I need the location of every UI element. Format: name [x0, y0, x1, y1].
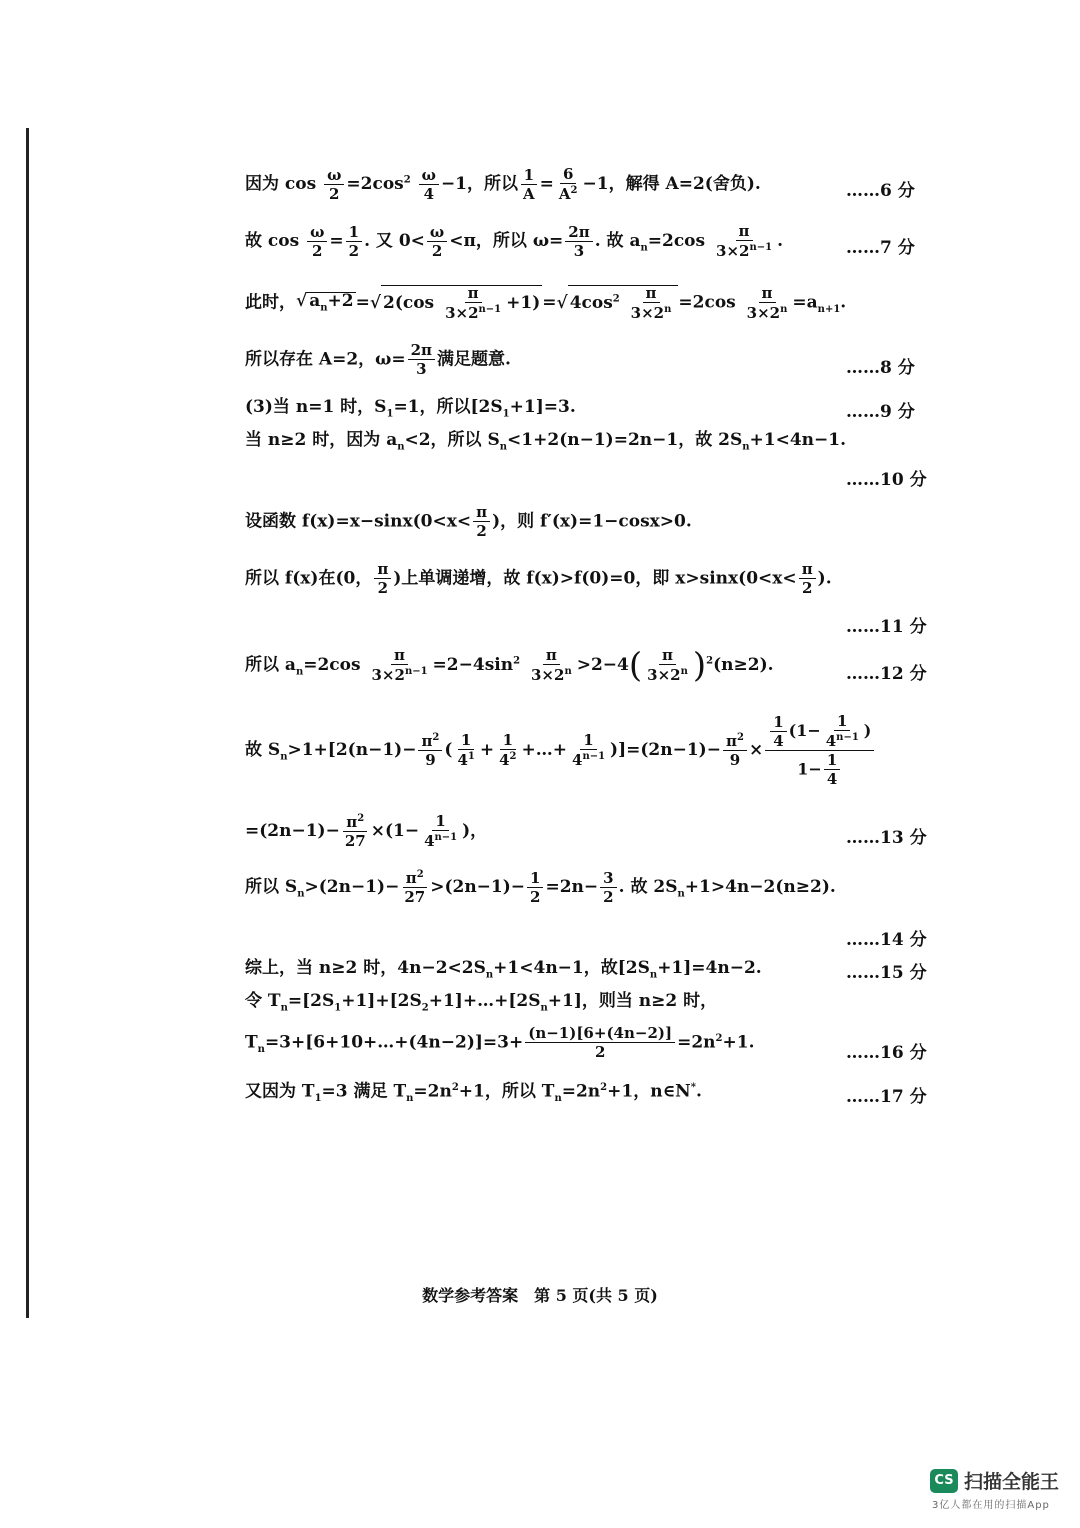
- score-16: ……16 分: [846, 1043, 927, 1063]
- score-8: ……8 分: [846, 358, 915, 378]
- solution-line-1: 因为 cos $\frac{\omega}{2}$ $=2\cos^2$ $\frac{\omega}{4}$ −1，所以 $\frac{1}{A}$ = $\frac{6}{A^2}$ −1，解得 A=2(舍负).: [245, 165, 761, 203]
- score-6: ……6 分: [846, 181, 915, 201]
- score-10: ……10 分: [846, 470, 927, 490]
- margin-rule: [26, 128, 29, 1318]
- scanner-watermark: [930, 1467, 1059, 1494]
- solution-line-15: $T_n=3+[6+10+\dots+(4n-2)]=3+$ $\frac{(n-1)[6+(4n-2)]}{2}$ $=2n^2+1$.: [245, 1024, 755, 1061]
- solution-line-7: 设函数 f(x)=x−sinx(0<x< $\frac{\pi}{2}$ )，则 f′(x)=1−cosx>0.: [245, 503, 692, 540]
- score-17: ……17 分: [846, 1087, 927, 1107]
- solution-line-13: 综上，当 n≥2 时，$4n-2<2S_n+1<4n-1$，故$[2S_n+1]=4n-2$.: [245, 958, 762, 981]
- solution-line-14: 令 $T_n=[2S_1+1]+[2S_2+1]+\dots+[2S_n+1]$，则当 n≥2 时，: [245, 991, 718, 1014]
- solution-line-16: 又因为 $T_1=3$ 满足 $T_n=2n^2+1$，所以 $T_n=2n^2+1$，n∈N*.: [245, 1081, 702, 1105]
- solution-line-9: 所以 $a_n=2\cos$ $\frac{\pi}{3\times 2^{n-1}}$ $=2-4\sin^2$ $\frac{\pi}{3\times 2^n}$ >2−4( $\frac{\pi}{3\times 2^n}$ )$^2$(n≥2).: [245, 645, 774, 686]
- score-13: ……13 分: [846, 828, 927, 848]
- score-7: ……7 分: [846, 238, 915, 258]
- score-15: ……15 分: [846, 963, 927, 983]
- camscanner-logo-icon: CS: [930, 1469, 958, 1493]
- solution-line-12: 所以 $S_n>(2n-1)-$ $\frac{\pi^2}{27}$ >(2n−1)− $\frac{1}{2}$ =2n− $\frac{3}{2}$ . 故 $2S_n+1>4n-2(n\ge 2)$.: [245, 868, 836, 906]
- watermark-name: 扫描全能王: [964, 1471, 1060, 1493]
- solution-line-5: (3)当 n=1 时，$S_1=1$，所以$[2S_1+1]=3$.: [245, 397, 576, 420]
- score-11: ……11 分: [846, 617, 927, 637]
- score-12: ……12 分: [846, 664, 927, 684]
- watermark-tagline: 3亿人都在用的扫描App: [932, 1500, 1050, 1511]
- solution-line-11: =(2n−1)− $\frac{\pi^2}{27}$ ×(1− $\frac{1}{4^{n-1}}$ )，: [245, 812, 488, 850]
- score-9: ……9 分: [846, 402, 915, 422]
- solution-line-8: 所以 f(x)在(0， $\frac{\pi}{2}$ )上单调递增，故 f(x)>f(0)=0，即 x>sinx(0<x< $\frac{\pi}{2}$ ).: [245, 560, 832, 597]
- solution-line-6: 当 n≥2 时，因为 $a_n<2$，所以 $S_n<1+2(n-1)=2n-1$，故 $2S_n+1<4n-1$.: [245, 430, 847, 453]
- score-14: ……14 分: [846, 930, 927, 950]
- solution-line-2: 故 cos $\frac{\omega}{2}$ = $\frac{1}{2}$ . 又 0< $\frac{\omega}{2}$ <π，所以 ω= $\frac{2\pi}{3}$ . 故 $a_n=2\cos$ $\frac{\pi}{3\times 2^{n-1}}$ .: [245, 222, 783, 260]
- solution-line-3: 此时，√ $a_n+2$ =√ 2(cos $\frac{\pi}{3\times 2^{n-1}}$ +1) =√ $4\cos^2$ $\frac{\pi}{3\times 2^n}$ =2cos $\frac{\pi}{3\times 2^n}$ $=a_{n+1}$.: [245, 283, 847, 322]
- solution-line-10: 故 $S_n>1+[2(n-1)-$ $\frac{\pi^2}{9}$ ( $\frac{1}{4^1}$ + $\frac{1}{4^2}$ +…+ $\frac{1}{4^{n-1}}$ )]=(2n−1)− $\frac{\pi^2}{9}$ × $\frac{1}{4}$ (1− $\frac{1}{4^{n-1}}$ ) 1− $\frac{1}{4}$: [245, 714, 876, 787]
- page-footer: 数学参考答案 第 5 页(共 5 页): [422, 1286, 658, 1305]
- solution-line-4: 所以存在 A=2，ω= $\frac{2\pi}{3}$ 满足题意.: [245, 341, 511, 378]
